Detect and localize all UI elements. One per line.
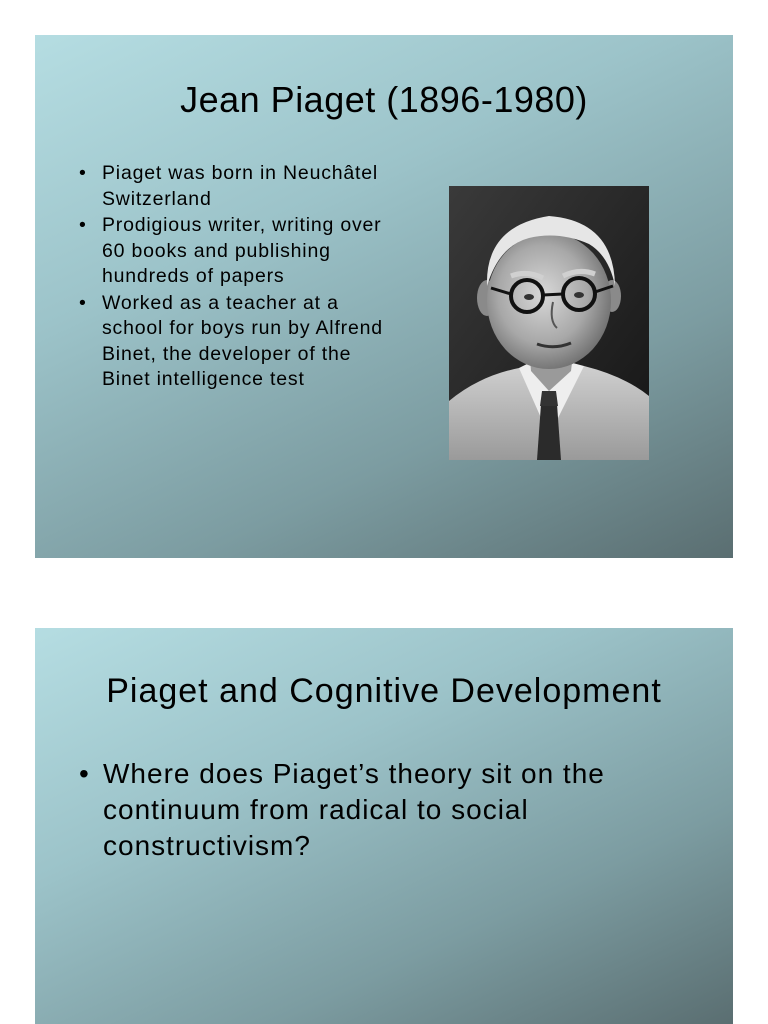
bullet-item	[75, 756, 695, 864]
bullet-item	[75, 161, 385, 212]
bullet-text: Prodigious writer, writing over 60 books and publishing hundreds of papers	[102, 214, 382, 287]
bullet-text: Piaget was born in Neuchâtel Switzerland	[102, 162, 379, 210]
bullet-text: Where does Piaget’s theory sit on the continuum from radical to social constructivism?	[103, 758, 605, 861]
portrait-photo	[449, 186, 649, 460]
slide-title: Jean Piaget (1896-1980)	[180, 79, 588, 120]
bullet-item	[75, 291, 385, 393]
bullet-list	[75, 756, 695, 864]
bullet-item	[75, 213, 385, 290]
bullet-icon: •	[79, 214, 87, 236]
slide-1	[35, 35, 733, 558]
bullet-icon: •	[79, 758, 90, 789]
bullet-icon: •	[79, 162, 87, 184]
bullet-text: Worked as a teacher at a school for boys run by Alfrend Binet, the developer of the Binet intelligence test	[102, 291, 383, 390]
slide-title: Piaget and Cognitive Development	[106, 672, 662, 710]
bullet-icon: •	[79, 291, 87, 314]
portrait-illustration	[449, 186, 649, 460]
bullet-list	[75, 161, 385, 394]
slide-2	[35, 628, 733, 1024]
